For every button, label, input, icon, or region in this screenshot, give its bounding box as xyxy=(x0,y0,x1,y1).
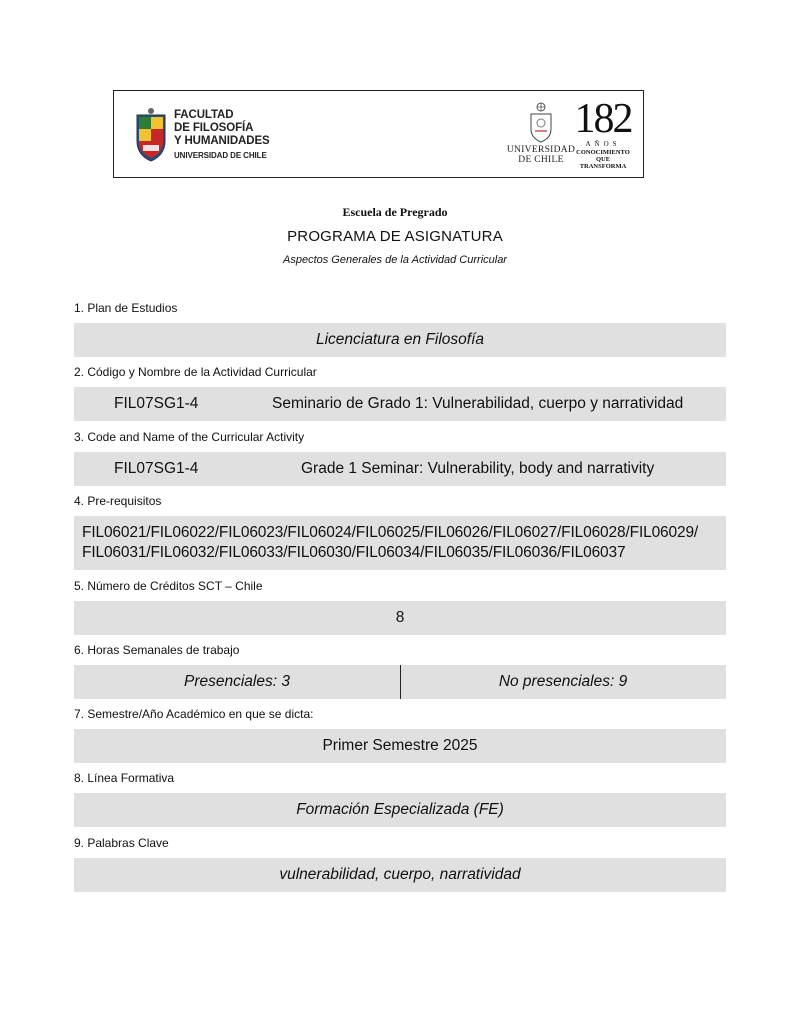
course-name-en: Grade 1 Seminar: Vulnerability, body and narrativity xyxy=(301,460,655,477)
anniversary-tagline xyxy=(572,149,634,170)
horas-label: 6. Horas Semanales de trabajo xyxy=(74,643,240,657)
codigo-value-box xyxy=(74,387,726,421)
course-code-en: FIL07SG1-4 xyxy=(114,460,199,477)
creditos-label: 5. Número de Créditos SCT – Chile xyxy=(74,579,263,593)
document-title: PROGRAMA DE ASIGNATURA xyxy=(287,228,503,245)
presenciales-value: Presenciales: 3 xyxy=(184,673,290,690)
university-shield-icon xyxy=(527,101,555,143)
uch-line-1: UNIVERSIDAD xyxy=(506,145,576,155)
faculty-name xyxy=(174,109,270,162)
prereq-line-1: FIL06021/FIL06022/FIL06023/FIL06024/FIL06025/FIL06026/FIL06027/FIL06028/FIL06029/ xyxy=(82,524,699,541)
semestre-label: 7. Semestre/Año Académico en que se dicta: xyxy=(74,707,314,721)
faculty-line-3: Y HUMANIDADES xyxy=(174,135,270,147)
anniversary-logo xyxy=(572,96,634,171)
prereq-label: 4. Pre-requisitos xyxy=(74,494,162,508)
presenciales-cell xyxy=(74,665,400,699)
faculty-line-2: DE FILOSOFÍA xyxy=(174,122,254,134)
prereq-line-2: FIL06031/FIL06032/FIL06033/FIL06030/FIL06034/FIL06035/FIL06036/FIL06037 xyxy=(82,544,626,561)
school-name: Escuela de Pregrado xyxy=(342,205,448,219)
anniversary-years: AÑOS xyxy=(585,140,621,148)
header-logo-box xyxy=(113,90,644,178)
anniversary-number: 182 xyxy=(574,96,632,142)
course-code: FIL07SG1-4 xyxy=(114,395,199,412)
linea-value-box xyxy=(74,793,726,827)
linea-value: Formación Especializada (FE) xyxy=(296,801,504,818)
faculty-logo xyxy=(134,103,294,167)
palabras-label: 9. Palabras Clave xyxy=(74,836,169,850)
semestre-value-box xyxy=(74,729,726,763)
no-presenciales-cell xyxy=(400,665,726,699)
anniversary-tagline-2: QUE TRANSFORMA xyxy=(579,156,627,170)
code-en-value-box xyxy=(74,452,726,486)
palabras-value-box xyxy=(74,858,726,892)
plan-value: Licenciatura en Filosofía xyxy=(315,331,484,348)
uch-line-2: DE CHILE xyxy=(518,155,564,165)
anniversary-tagline-1: CONOCIMIENTO xyxy=(576,149,630,156)
codigo-label: 2. Código y Nombre de la Actividad Curricular xyxy=(74,365,317,379)
plan-value-box xyxy=(74,323,726,357)
document-subtitle: Aspectos Generales de la Actividad Curricular xyxy=(283,254,507,266)
faculty-line-1: FACULTAD xyxy=(174,109,234,121)
creditos-value-box xyxy=(74,601,726,635)
faculty-university: UNIVERSIDAD DE CHILE xyxy=(174,151,267,160)
no-presenciales-value: No presenciales: 9 xyxy=(498,673,628,690)
semestre-value: Primer Semestre 2025 xyxy=(322,737,478,754)
code-en-label: 3. Code and Name of the Curricular Activity xyxy=(74,430,305,444)
course-name: Seminario de Grado 1: Vulnerabilidad, cuerpo y narratividad xyxy=(272,395,684,412)
faculty-shield-icon xyxy=(134,107,168,163)
prereq-value-box xyxy=(74,516,726,570)
universidad-de-chile-logo xyxy=(506,101,576,173)
linea-label: 8. Línea Formativa xyxy=(74,771,175,785)
horas-value-box xyxy=(74,665,726,699)
creditos-value: 8 xyxy=(395,609,405,626)
plan-label: 1. Plan de Estudios xyxy=(74,301,178,315)
palabras-value: vulnerabilidad, cuerpo, narratividad xyxy=(279,866,521,883)
